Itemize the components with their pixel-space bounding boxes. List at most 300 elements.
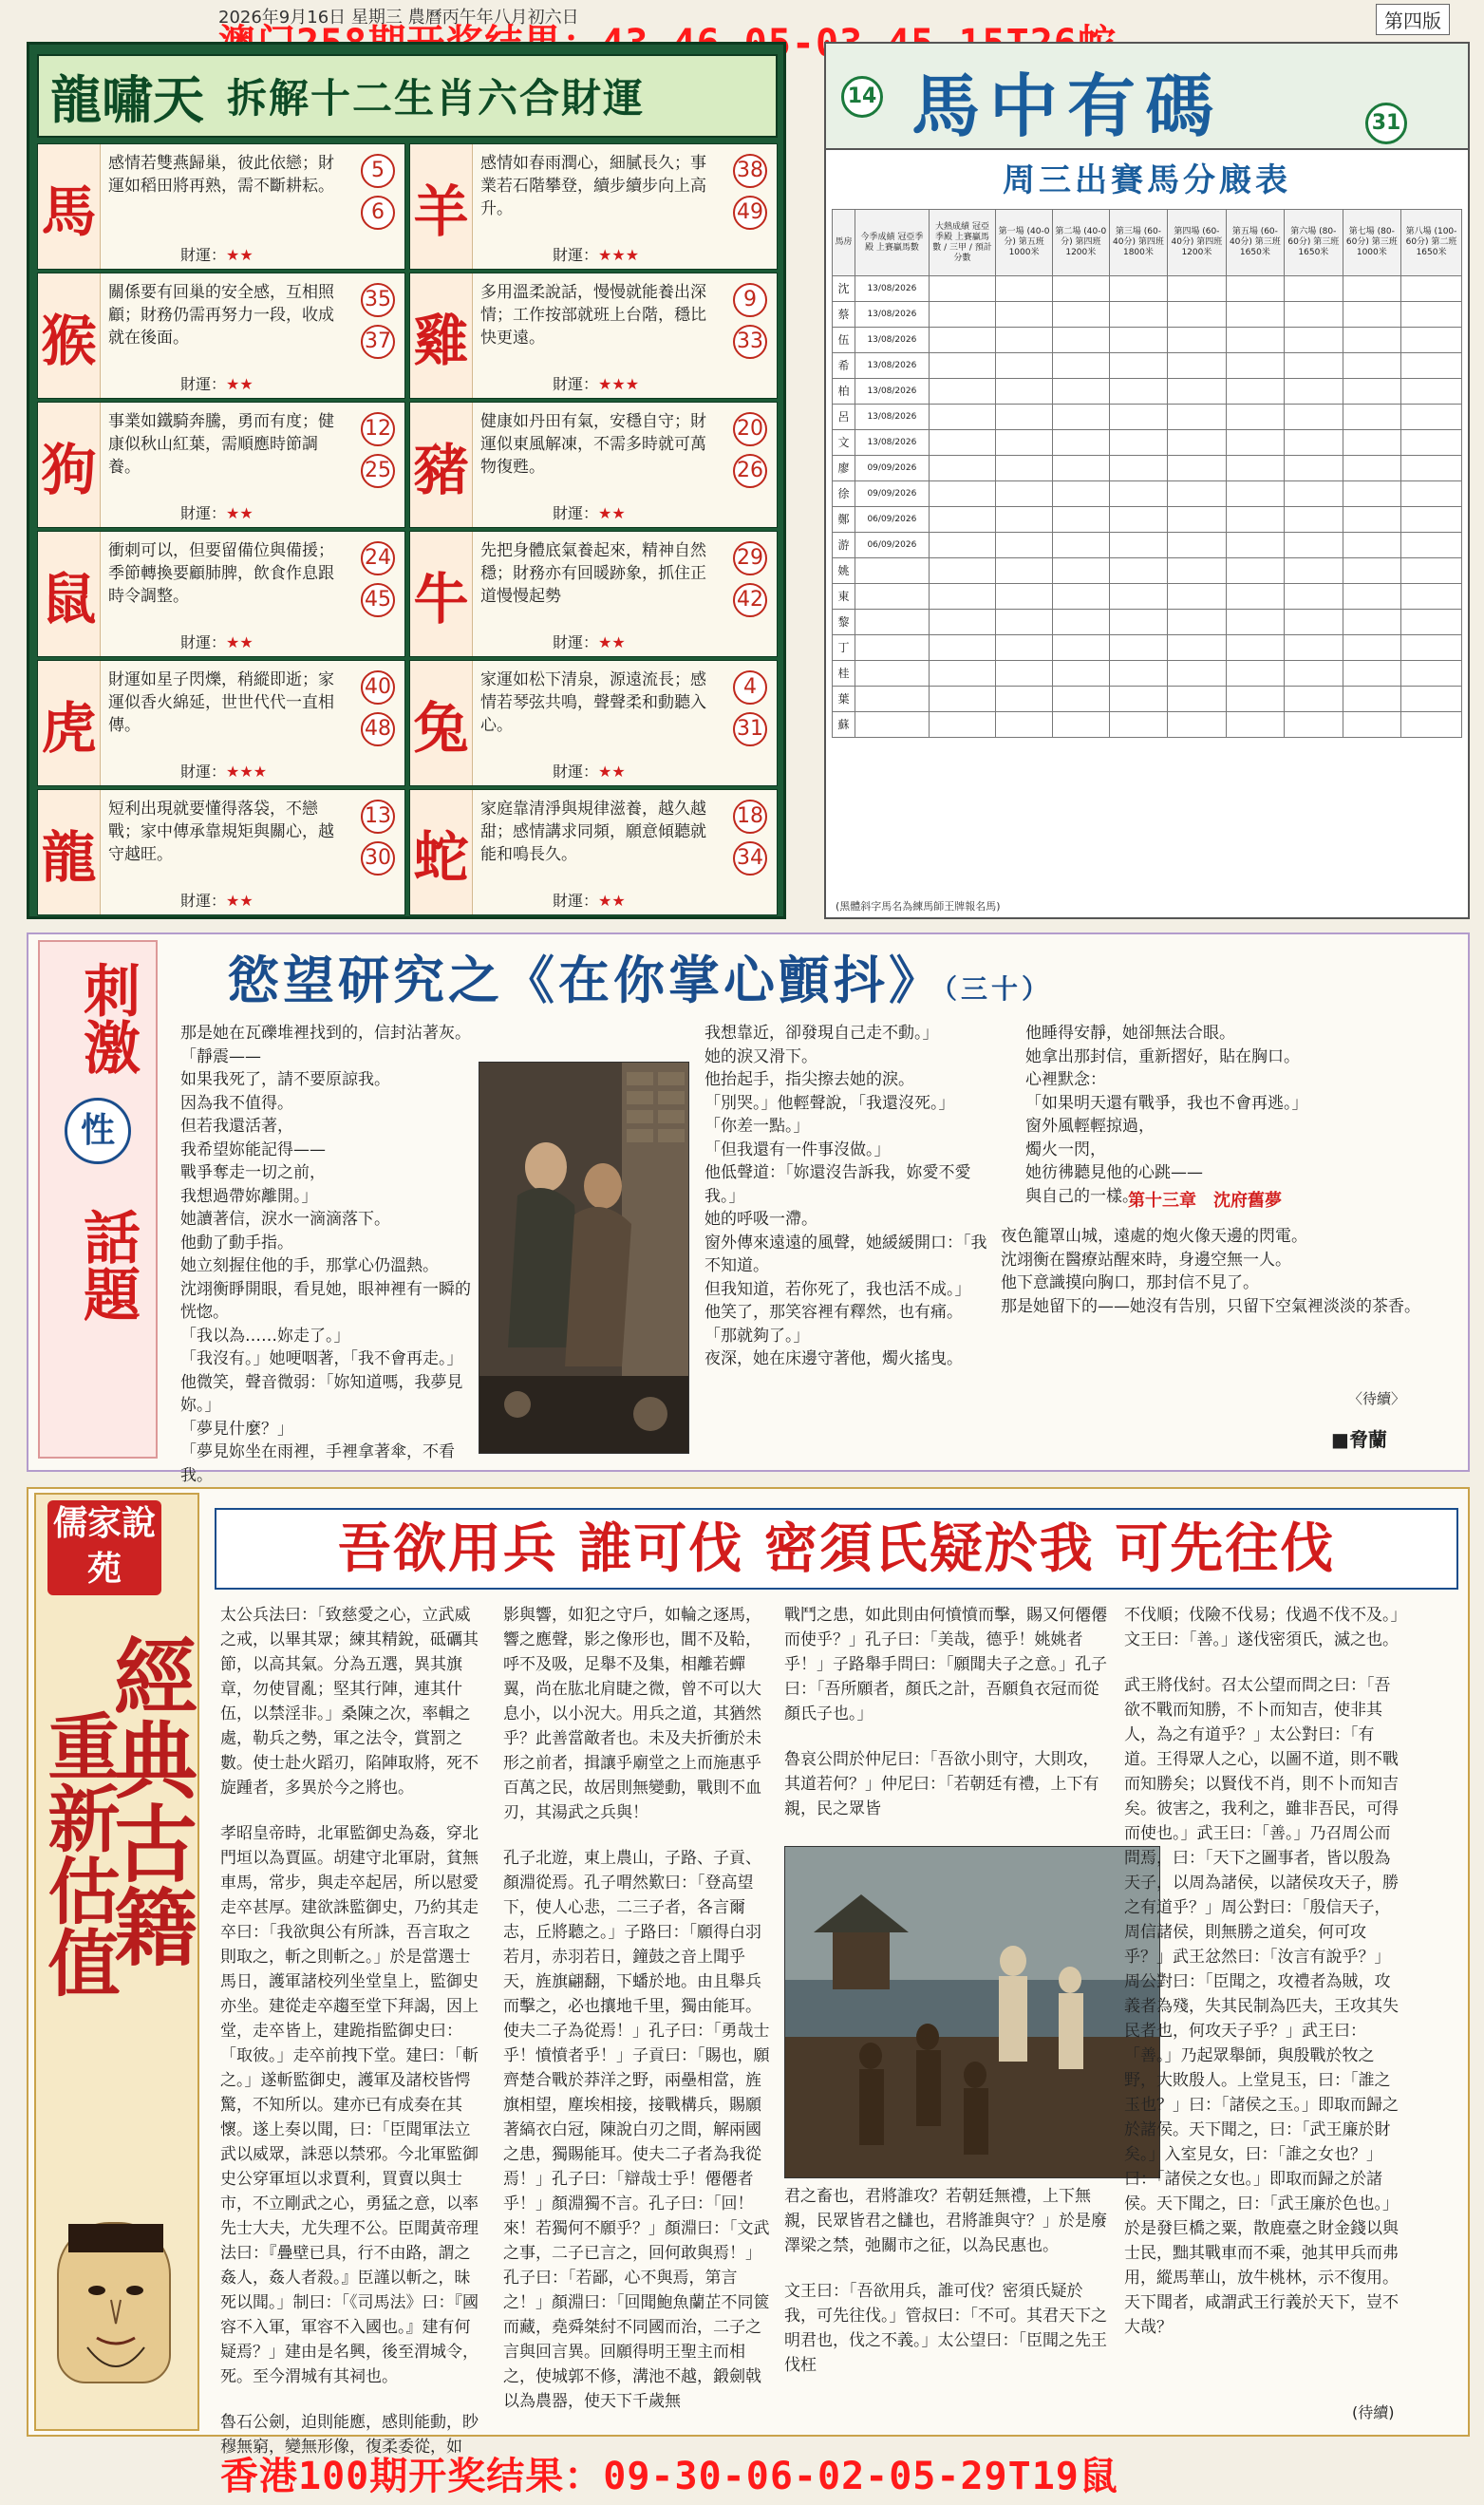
table-cell: [996, 379, 1053, 405]
table-cell: [1226, 405, 1284, 430]
table-cell: [929, 328, 995, 353]
table-cell: [1401, 661, 1462, 687]
serial-column-1: [180, 1022, 471, 1487]
luck-label: 財運：: [180, 504, 227, 522]
table-cell: [1226, 276, 1284, 302]
table-cell: [1343, 712, 1400, 738]
table-cell: [1052, 353, 1109, 379]
horse-section: [824, 42, 1470, 919]
table-cell: [929, 481, 995, 507]
lucky-number: 12: [361, 412, 395, 446]
table-cell: [1052, 661, 1109, 687]
zodiac-luck: [553, 631, 626, 652]
paragraph: 他下意識摸向胸口，那封信不見了。: [1001, 1273, 1259, 1292]
zodiac-luck: [553, 372, 639, 394]
table-cell: [1285, 379, 1343, 405]
table-header-cell: 第三場 (60-40分) 第四班 1800米: [1109, 210, 1167, 276]
paragraph: 沈翊衡在醫療站醒來時，身邊空無一人。: [1001, 1250, 1291, 1270]
table-cell: [929, 507, 995, 533]
table-cell: [1343, 584, 1400, 610]
table-header-cell: 今季成績 冠亞季殿 上賽贏馬數: [855, 210, 930, 276]
luck-label: 財運：: [553, 763, 599, 781]
table-header-row: [833, 210, 1462, 276]
lucky-number: 4: [733, 670, 767, 705]
lucky-number: 13: [361, 800, 395, 834]
zodiac-forecast: 先把身體底氣養起來，精神自然穩；財務亦有回暖跡象，抓住正道慢慢起勢: [480, 541, 706, 606]
luck-stars: ★★: [598, 633, 626, 651]
table-row: [833, 712, 1462, 738]
luck-stars: ★★★: [598, 246, 640, 264]
table-cell: [1052, 302, 1109, 328]
table-cell: [1285, 687, 1343, 712]
paragraph: 夜色籠罩山城，遠處的炮火像天邊的閃電。: [1001, 1227, 1307, 1246]
paragraph: 沈翊衡睜開眼，看見她，眼神裡有一瞬的恍惚。: [180, 1279, 471, 1322]
zodiac-luck: [180, 501, 254, 523]
paragraph: 與自己的一樣。: [1025, 1186, 1138, 1206]
serial-column-3: [1025, 1022, 1405, 1208]
table-cell: [1168, 687, 1226, 712]
table-header-cell: 第二場 (40-0分) 第四班 1200米: [1052, 210, 1109, 276]
paragraph: 文王曰：「吾欲用兵，誰可伐？密須氏疑於我，可先往伐。」管叔曰：「不可。其君天下之明君也，伐之不義。」太公望曰：「臣聞之先王伐枉: [784, 2282, 1107, 2375]
luck-stars: ★★: [598, 763, 626, 781]
paragraph: 「夢見什麼？」: [180, 1419, 293, 1439]
table-cell: [1168, 302, 1226, 328]
table-cell: [1226, 610, 1284, 635]
classic-continued: (待續): [1352, 2403, 1395, 2421]
zodiac-luck: [180, 760, 267, 782]
lucky-number: 42: [733, 583, 767, 617]
table-cell: [1401, 353, 1462, 379]
table-cell: [929, 558, 995, 584]
table-header-cell: 馬房: [833, 210, 855, 276]
table-cell: [1343, 687, 1400, 712]
table-header-cell: 第八場 (100-60分) 第二班 1650米: [1401, 210, 1462, 276]
paragraph: 孔子北遊，東上農山，子路、子貢、顏淵從焉。孔子喟然歎曰：「登高望下，使人心悲，二三子者，各言爾志，丘將聽之。」子路曰：「願得白羽若月，赤羽若日，鐘鼓之音上聞乎天，旌旗翩翻，下蟠於地。由且舉兵而擊之，必也攘地千里，獨由能耳。使夫二子為從焉！」孔子曰：「勇哉士乎！憤憤者乎！」子貢曰：「賜也，願齊楚合戰於莽洋之野，兩壘相當，旌旗相望，塵埃相接，接戰構兵，賜願著縞衣白冠，陳說白刃之間，解兩國之患，獨賜能耳。使夫二子者為我從焉！」孔子曰：「辯哉士乎！僊僊者乎！」顏淵獨不言。孔子曰：「回！來！若獨何不願乎？」顏淵曰：「文武之事，二子已言之，回何敢與焉！」孔子曰：「若鄙，心不與焉，第言之！」顏淵曰：「回聞鮑魚蘭芷不同篋而藏，堯舜桀紂不同國而治，二子之言與回言異。回願得明王聖主而相之，使城郭不修，溝池不越，鍛劍戟以為農器，使天下千歲無: [503, 1849, 770, 2411]
zodiac-luck: [180, 372, 254, 394]
paragraph: 魯哀公問於仲尼曰：「吾欲小則守，大則攻，其道若何？」仲尼曰：「若朝廷有禮，上下有親，民之眾皆: [784, 1750, 1099, 1818]
table-cell: [1401, 456, 1462, 481]
serial-side-text-2: 話題: [74, 1208, 141, 1322]
serial-title-text: 慾望研究之《在你掌心顫抖》: [228, 950, 944, 1010]
paragraph: 但若我還活著，: [180, 1117, 293, 1136]
table-cell: [1285, 558, 1343, 584]
trainer-name: 柏: [833, 379, 855, 405]
zodiac-animal: 羊: [410, 144, 473, 269]
zodiac-forecast: 家運如松下清泉，源遠流長；感情若琴弦共鳴，聲聲柔和動聽入心。: [480, 670, 706, 735]
table-cell: [1343, 507, 1400, 533]
table-cell: [1168, 456, 1226, 481]
table-row: [833, 661, 1462, 687]
table-cell: [1343, 610, 1400, 635]
table-cell: [1052, 584, 1109, 610]
paragraph: 我想過帶妳離開。」: [180, 1186, 318, 1206]
last-win-date: [855, 635, 930, 661]
paragraph: 他動了動手指。: [180, 1233, 293, 1252]
last-win-date: [855, 687, 930, 712]
zodiac-luck: [553, 243, 639, 265]
table-cell: [1401, 430, 1462, 456]
zodiac-cell: [409, 531, 778, 657]
paragraph: 太公兵法曰：「致慈愛之心，立武威之戒，以畢其眾；練其精銳，砥礪其節，以高其氣。分為五選，異其旗章，勿使冒亂；堅其行陣，連其什伍，以禁淫非。」桑陳之次，率輯之處，勒兵之勢，軍之法令，賞罰之數。使士赴火蹈刃，陷陣取將，死不旋踵者，多異於今之將也。: [220, 1606, 479, 1798]
table-cell: [1226, 430, 1284, 456]
table-cell: [1343, 276, 1400, 302]
serial-logo-icon: 性: [65, 1098, 131, 1164]
table-cell: [1226, 712, 1284, 738]
trainer-name: 葉: [833, 687, 855, 712]
table-cell: [1401, 584, 1462, 610]
last-win-date: [855, 661, 930, 687]
table-cell: [1343, 635, 1400, 661]
table-cell: [1168, 533, 1226, 558]
horse-right-number: 31: [1365, 103, 1407, 144]
table-cell: [1401, 558, 1462, 584]
paragraph: 但我知道，若你死了，我也活不成。」: [704, 1279, 971, 1299]
table-cell: [1052, 276, 1109, 302]
zodiac-forecast: 關係要有回巢的安全感，互相照顧；財務仍需再努力一段，收成就在後面。: [108, 283, 334, 348]
paragraph: 那是她留下的——她沒有告別，只留下空氣裡淡淡的茶香。: [1001, 1296, 1420, 1316]
serial-author: ■脅蘭: [1331, 1428, 1387, 1451]
table-cell: [929, 379, 995, 405]
table-cell: [1168, 430, 1226, 456]
table-row: [833, 610, 1462, 635]
table-cell: [1343, 353, 1400, 379]
stable-table: [832, 209, 1462, 738]
table-header-cell: 大熱成績 冠亞季殿 上賽贏馬 數 / 三甲 / 預計 分數: [929, 210, 995, 276]
trainer-name: 蘇: [833, 712, 855, 738]
classic-badge: 儒家說苑: [47, 1500, 161, 1595]
table-cell: [1226, 379, 1284, 405]
trainer-name: 姚: [833, 558, 855, 584]
table-cell: [1052, 635, 1109, 661]
serial-side-banner: [38, 940, 158, 1459]
table-cell: [1168, 481, 1226, 507]
table-cell: [996, 456, 1053, 481]
zodiac-cell: [409, 402, 778, 528]
zodiac-forecast: 衝刺可以，但要留備位與備援；季節轉換要顧肺脾，飲食作息跟時令調整。: [108, 541, 334, 606]
table-cell: [1285, 276, 1343, 302]
paragraph: 孝昭皇帝時，北軍監御史為姦，穿北門垣以為賈區。胡建守北軍尉，貧無車馬，常步，與走卒起居，所以慰愛走卒甚厚。建欲誅監御史，乃約其走卒曰：「我欲與公有所誅，吾言取之則取之，斬之則斬之。」於是當選士馬日，護軍諸校列坐堂皇上，監御史亦坐。建從走卒趨至堂下拜謁，因上堂，走卒皆上，建跪指監御史曰：「取彼。」走卒前拽下堂。建曰：「斬之。」遂斬監御史，護軍及諸校皆愕驚，不知所以。建亦已有成奏在其懷。遂上奏以聞，曰：「臣聞軍法立武以威眾，誅惡以禁邪。今北軍監御史公穿軍垣以求賈利，買賣以與士市，不立剛武之心，勇猛之意，以率先士大夫，尤失理不公。臣聞黃帝理法曰：『疊壁已具，行不由路，謂之姦人，姦人者殺。』臣謹以斬之，昧死以聞。」制曰：「《司馬法》曰：『國容不入軍，軍容不入國也。』建有何疑焉？」建由是名興，後至渭城令，死。至今渭城有其祠也。: [220, 1824, 479, 2386]
classic-column-3b: [784, 2184, 1107, 2378]
table-cell: [1401, 302, 1462, 328]
lucky-number: 24: [361, 541, 395, 575]
chapter-heading: 第十三章 沈府舊夢: [1128, 1191, 1282, 1211]
table-row: [833, 430, 1462, 456]
table-cell: [1285, 661, 1343, 687]
lucky-number: 38: [733, 154, 767, 188]
table-cell: [1401, 712, 1462, 738]
zodiac-luck: [553, 760, 626, 782]
table-cell: [996, 610, 1053, 635]
zodiac-animal: 兔: [410, 661, 473, 785]
table-cell: [1168, 328, 1226, 353]
table-cell: [1343, 481, 1400, 507]
trainer-name: 東: [833, 584, 855, 610]
table-cell: [1226, 533, 1284, 558]
table-cell: [996, 635, 1053, 661]
serial-illustration: [479, 1062, 689, 1454]
trainer-name: 伍: [833, 328, 855, 353]
table-cell: [1168, 405, 1226, 430]
table-cell: [1401, 405, 1462, 430]
table-cell: [1401, 276, 1462, 302]
luck-label: 財運：: [180, 892, 227, 910]
zodiac-forecast: 事業如鐵騎奔騰，勇而有度；健康似秋山紅葉，需順應時節調養。: [108, 412, 334, 477]
table-cell: [1285, 481, 1343, 507]
zodiac-title: 拆解十二生肖六合財運: [227, 75, 646, 122]
table-row: [833, 328, 1462, 353]
table-cell: [1343, 558, 1400, 584]
scholar-face-icon: [57, 2222, 171, 2383]
table-cell: [1109, 533, 1167, 558]
last-win-date: 13/08/2026: [855, 405, 930, 430]
table-cell: [1226, 558, 1284, 584]
table-cell: [1226, 584, 1284, 610]
table-cell: [1052, 687, 1109, 712]
lucky-number: 48: [361, 712, 395, 746]
table-cell: [996, 687, 1053, 712]
lucky-number: 33: [733, 325, 767, 359]
paragraph: 戰鬥之患，如此則由何憤憤而擊，賜又何僊僊而使乎？」孔子曰：「美哉，德乎！姚姚者乎！」子路舉手問曰：「願聞夫子之意。」孔子曰：「吾所願者，顏氏之計，吾願負衣冠而從顏氏子也。」: [784, 1606, 1107, 1723]
classic-side-title-2: 重新估值: [36, 1709, 121, 1998]
table-cell: [1168, 635, 1226, 661]
zodiac-animal: 馬: [38, 144, 101, 269]
table-cell: [1109, 302, 1167, 328]
zodiac-cell: [37, 660, 405, 786]
table-cell: [1285, 328, 1343, 353]
table-cell: [1168, 661, 1226, 687]
zodiac-animal: 牛: [410, 532, 473, 656]
table-cell: [929, 353, 995, 379]
table-cell: [929, 584, 995, 610]
table-cell: [1285, 353, 1343, 379]
last-win-date: 09/09/2026: [855, 481, 930, 507]
table-cell: [1109, 507, 1167, 533]
table-cell: [929, 302, 995, 328]
paragraph: 「我以為……妳走了。」: [180, 1326, 350, 1346]
table-cell: [996, 328, 1053, 353]
zodiac-forecast: 家庭靠清淨與規律滋養，越久越甜；感情講求同頻，願意傾聽就能和鳴長久。: [480, 800, 706, 864]
luck-stars: ★★: [226, 246, 254, 264]
table-row: [833, 353, 1462, 379]
luck-label: 財運：: [553, 246, 599, 264]
paragraph: 他抬起手，指尖擦去她的淚。: [704, 1070, 914, 1089]
zodiac-forecast: 感情若雙燕歸巢，彼此依戀；財運如稻田將再熟，需不斷耕耘。: [108, 154, 334, 196]
table-cell: [1109, 661, 1167, 687]
luck-label: 財運：: [180, 246, 227, 264]
last-win-date: [855, 712, 930, 738]
table-cell: [1168, 584, 1226, 610]
lucky-number: 40: [361, 670, 395, 705]
table-cell: [1226, 635, 1284, 661]
lucky-number: 30: [361, 841, 395, 876]
table-cell: [1401, 533, 1462, 558]
paragraph: 「別哭。」他輕聲說，「我還沒死。」: [704, 1093, 955, 1113]
sages-gathering-image: [785, 1847, 1160, 2178]
zodiac-cell: [37, 143, 405, 270]
table-cell: [1052, 456, 1109, 481]
zodiac-cell: [37, 273, 405, 399]
trainer-name: 沈: [833, 276, 855, 302]
table-cell: [1052, 533, 1109, 558]
table-cell: [1343, 456, 1400, 481]
luck-label: 財運：: [553, 504, 599, 522]
table-cell: [1285, 584, 1343, 610]
classic-column-1: [220, 1603, 486, 2459]
table-row: [833, 405, 1462, 430]
table-cell: [1226, 456, 1284, 481]
zodiac-cell: [37, 402, 405, 528]
table-cell: [996, 507, 1053, 533]
paragraph: 「你差一點。」: [704, 1117, 810, 1136]
table-cell: [1343, 405, 1400, 430]
serial-side-text-1: 刺激: [74, 961, 141, 1075]
table-cell: [1052, 507, 1109, 533]
paragraph: 窗外風輕輕掠過，: [1025, 1117, 1155, 1136]
table-row: [833, 456, 1462, 481]
table-cell: [1052, 430, 1109, 456]
paragraph: 燭火一閃，: [1025, 1139, 1106, 1159]
table-cell: [1109, 353, 1167, 379]
zodiac-cell: [409, 143, 778, 270]
table-cell: [1052, 379, 1109, 405]
table-cell: [996, 353, 1053, 379]
serial-episode: （三十）: [944, 973, 1053, 1005]
table-row: [833, 481, 1462, 507]
zodiac-section: [27, 42, 786, 919]
paragraph: 武王將伐紂。召太公望而問之曰：「吾欲不戰而知勝，不卜而知吉，使非其人，為之有道乎？」太公對曰：「有道。王得眾人之心，以圖不道，則不戰而知勝矣；以賢伐不肖，則不卜而知吉矣。彼害之，我利之，雖非吾民，可得而使也。」武王曰：「善。」乃召周公而問焉，曰：「天下之圖事者，皆以殷為天子，以周為諸侯，以諸侯攻天子，勝之有道乎？」周公對曰：「殷信天子，周信諸侯，則無勝之道矣，何可攻乎？」武王忿然曰：「汝言有說乎？」周公對曰：「臣聞之，攻禮者為賊，攻義者為殘，失其民制為匹夫，王攻其失民者也，何攻天子乎？」武王曰：「善。」乃起眾舉師，與殷戰於牧之野，大敗殷人。上堂見玉，曰：「誰之玉也？」曰：「諸侯之玉。」即取而歸之於諸侯。天下聞之，曰：「武王廉於財矣。」入室見女，曰：「誰之女也？」曰：「諸侯之女也。」即取而歸之於諸侯。天下聞之，曰：「武王廉於色也。」於是發巨橋之粟，散鹿臺之財金錢以與士民，黜其戰車而不乘，弛其甲兵而弗用，縱馬華山，放牛桃林，示不復用。天下聞者，咸謂武王行義於天下，豈不大哉？: [1124, 1676, 1399, 2337]
luck-stars: ★★: [226, 633, 254, 651]
table-cell: [996, 405, 1053, 430]
table-cell: [1109, 379, 1167, 405]
trainer-name: 蔡: [833, 302, 855, 328]
horse-header: [826, 44, 1468, 150]
trainer-name: 游: [833, 533, 855, 558]
lucky-number: 20: [733, 412, 767, 446]
paragraph: 「那就夠了。」: [704, 1326, 810, 1346]
paragraph: 「我沒有。」她哽咽著，「我不會再走。」: [180, 1349, 463, 1368]
paragraph: 我想靠近，卻發現自己走不動。」: [704, 1024, 939, 1043]
table-cell: [1052, 328, 1109, 353]
table-cell: [1343, 533, 1400, 558]
table-cell: [1168, 507, 1226, 533]
zodiac-cell: [409, 660, 778, 786]
lucky-number: 5: [361, 154, 395, 188]
table-cell: [1285, 507, 1343, 533]
table-cell: [1226, 687, 1284, 712]
luck-stars: ★★★: [598, 375, 640, 393]
horse-title: 馬中有碼: [911, 66, 1224, 146]
table-cell: [1401, 610, 1462, 635]
luck-stars: ★★: [598, 892, 626, 910]
table-cell: [996, 558, 1053, 584]
table-header-cell: 第五場 (60-40分) 第三班 1650米: [1226, 210, 1284, 276]
table-cell: [996, 481, 1053, 507]
page-number: 第四版: [1376, 4, 1450, 35]
table-cell: [929, 661, 995, 687]
luck-label: 財運：: [553, 375, 599, 393]
paragraph: 那是她在瓦礫堆裡找到的，信封沾著灰。: [180, 1024, 471, 1043]
embracing-couple-image: [479, 1063, 689, 1454]
zodiac-animal: 狗: [38, 403, 101, 527]
table-cell: [929, 276, 995, 302]
trainer-name: 希: [833, 353, 855, 379]
table-cell: [1109, 405, 1167, 430]
table-cell: [1226, 661, 1284, 687]
luck-stars: ★★★: [226, 763, 268, 781]
table-row: [833, 507, 1462, 533]
lucky-number: 49: [733, 196, 767, 230]
paragraph: 她讀著信，淚水一滴滴落下。: [180, 1210, 390, 1229]
zodiac-forecast: 短利出現就要懂得落袋，不戀戰；家中傳承靠規矩與關心，越守越旺。: [108, 800, 334, 864]
zodiac-animal: 龍: [38, 790, 101, 914]
zodiac-animal: 猴: [38, 273, 101, 398]
horse-left-number: 14: [841, 76, 883, 118]
luck-label: 財運：: [180, 375, 227, 393]
last-win-date: 13/08/2026: [855, 302, 930, 328]
table-cell: [1343, 430, 1400, 456]
lucky-number: 35: [361, 283, 395, 317]
table-cell: [1168, 379, 1226, 405]
table-cell: [1052, 712, 1109, 738]
classic-column-4: [1124, 1603, 1405, 2340]
table-header-cell: 第四場 (60-40分) 第四班 1200米: [1168, 210, 1226, 276]
luck-label: 財運：: [180, 633, 227, 651]
table-cell: [1168, 610, 1226, 635]
zodiac-cell: [37, 531, 405, 657]
zodiac-animal: 雞: [410, 273, 473, 398]
table-cell: [1285, 302, 1343, 328]
table-cell: [1109, 687, 1167, 712]
table-cell: [1285, 610, 1343, 635]
classic-title: 吾欲用兵 誰可伐 密須氏疑於我 可先往伐: [215, 1508, 1458, 1590]
table-cell: [1109, 276, 1167, 302]
luck-stars: ★★: [598, 504, 626, 522]
table-cell: [1226, 328, 1284, 353]
table-cell: [929, 610, 995, 635]
lucky-number: 31: [733, 712, 767, 746]
paragraph: 如果我死了，請不要原諒我。: [180, 1070, 390, 1089]
last-win-date: [855, 558, 930, 584]
zodiac-luck: [553, 501, 626, 523]
table-header-cell: 第一場 (40-0分) 第五班 1000米: [996, 210, 1053, 276]
trainer-name: 廖: [833, 456, 855, 481]
paragraph: 她的呼吸一滯。: [704, 1210, 817, 1229]
luck-stars: ★★: [226, 892, 254, 910]
table-cell: [1401, 635, 1462, 661]
luck-label: 財運：: [553, 892, 599, 910]
zodiac-cell: [409, 789, 778, 915]
zodiac-luck: [180, 889, 254, 911]
zodiac-forecast: 感情如春雨潤心，細膩長久；事業若石階攀登，續步續步向上高升。: [480, 154, 706, 218]
table-cell: [1109, 456, 1167, 481]
table-cell: [929, 456, 995, 481]
serial-column-3b: [1001, 1225, 1447, 1318]
table-cell: [1285, 533, 1343, 558]
table-cell: [1285, 405, 1343, 430]
paragraph: 「如果明天還有戰爭，我也不會再逃。」: [1025, 1093, 1308, 1113]
table-row: [833, 276, 1462, 302]
table-cell: [1109, 635, 1167, 661]
table-cell: [1401, 687, 1462, 712]
lucky-number: 9: [733, 283, 767, 317]
table-cell: [1168, 353, 1226, 379]
last-win-date: 09/09/2026: [855, 456, 930, 481]
table-header-cell: 第七場 (80-60分) 第三班 1000米: [1343, 210, 1400, 276]
table-cell: [1168, 558, 1226, 584]
paragraph: 他低聲道：「妳還沒告訴我，妳愛不愛我。」: [704, 1163, 971, 1206]
table-cell: [996, 302, 1053, 328]
lucky-number: 37: [361, 325, 395, 359]
